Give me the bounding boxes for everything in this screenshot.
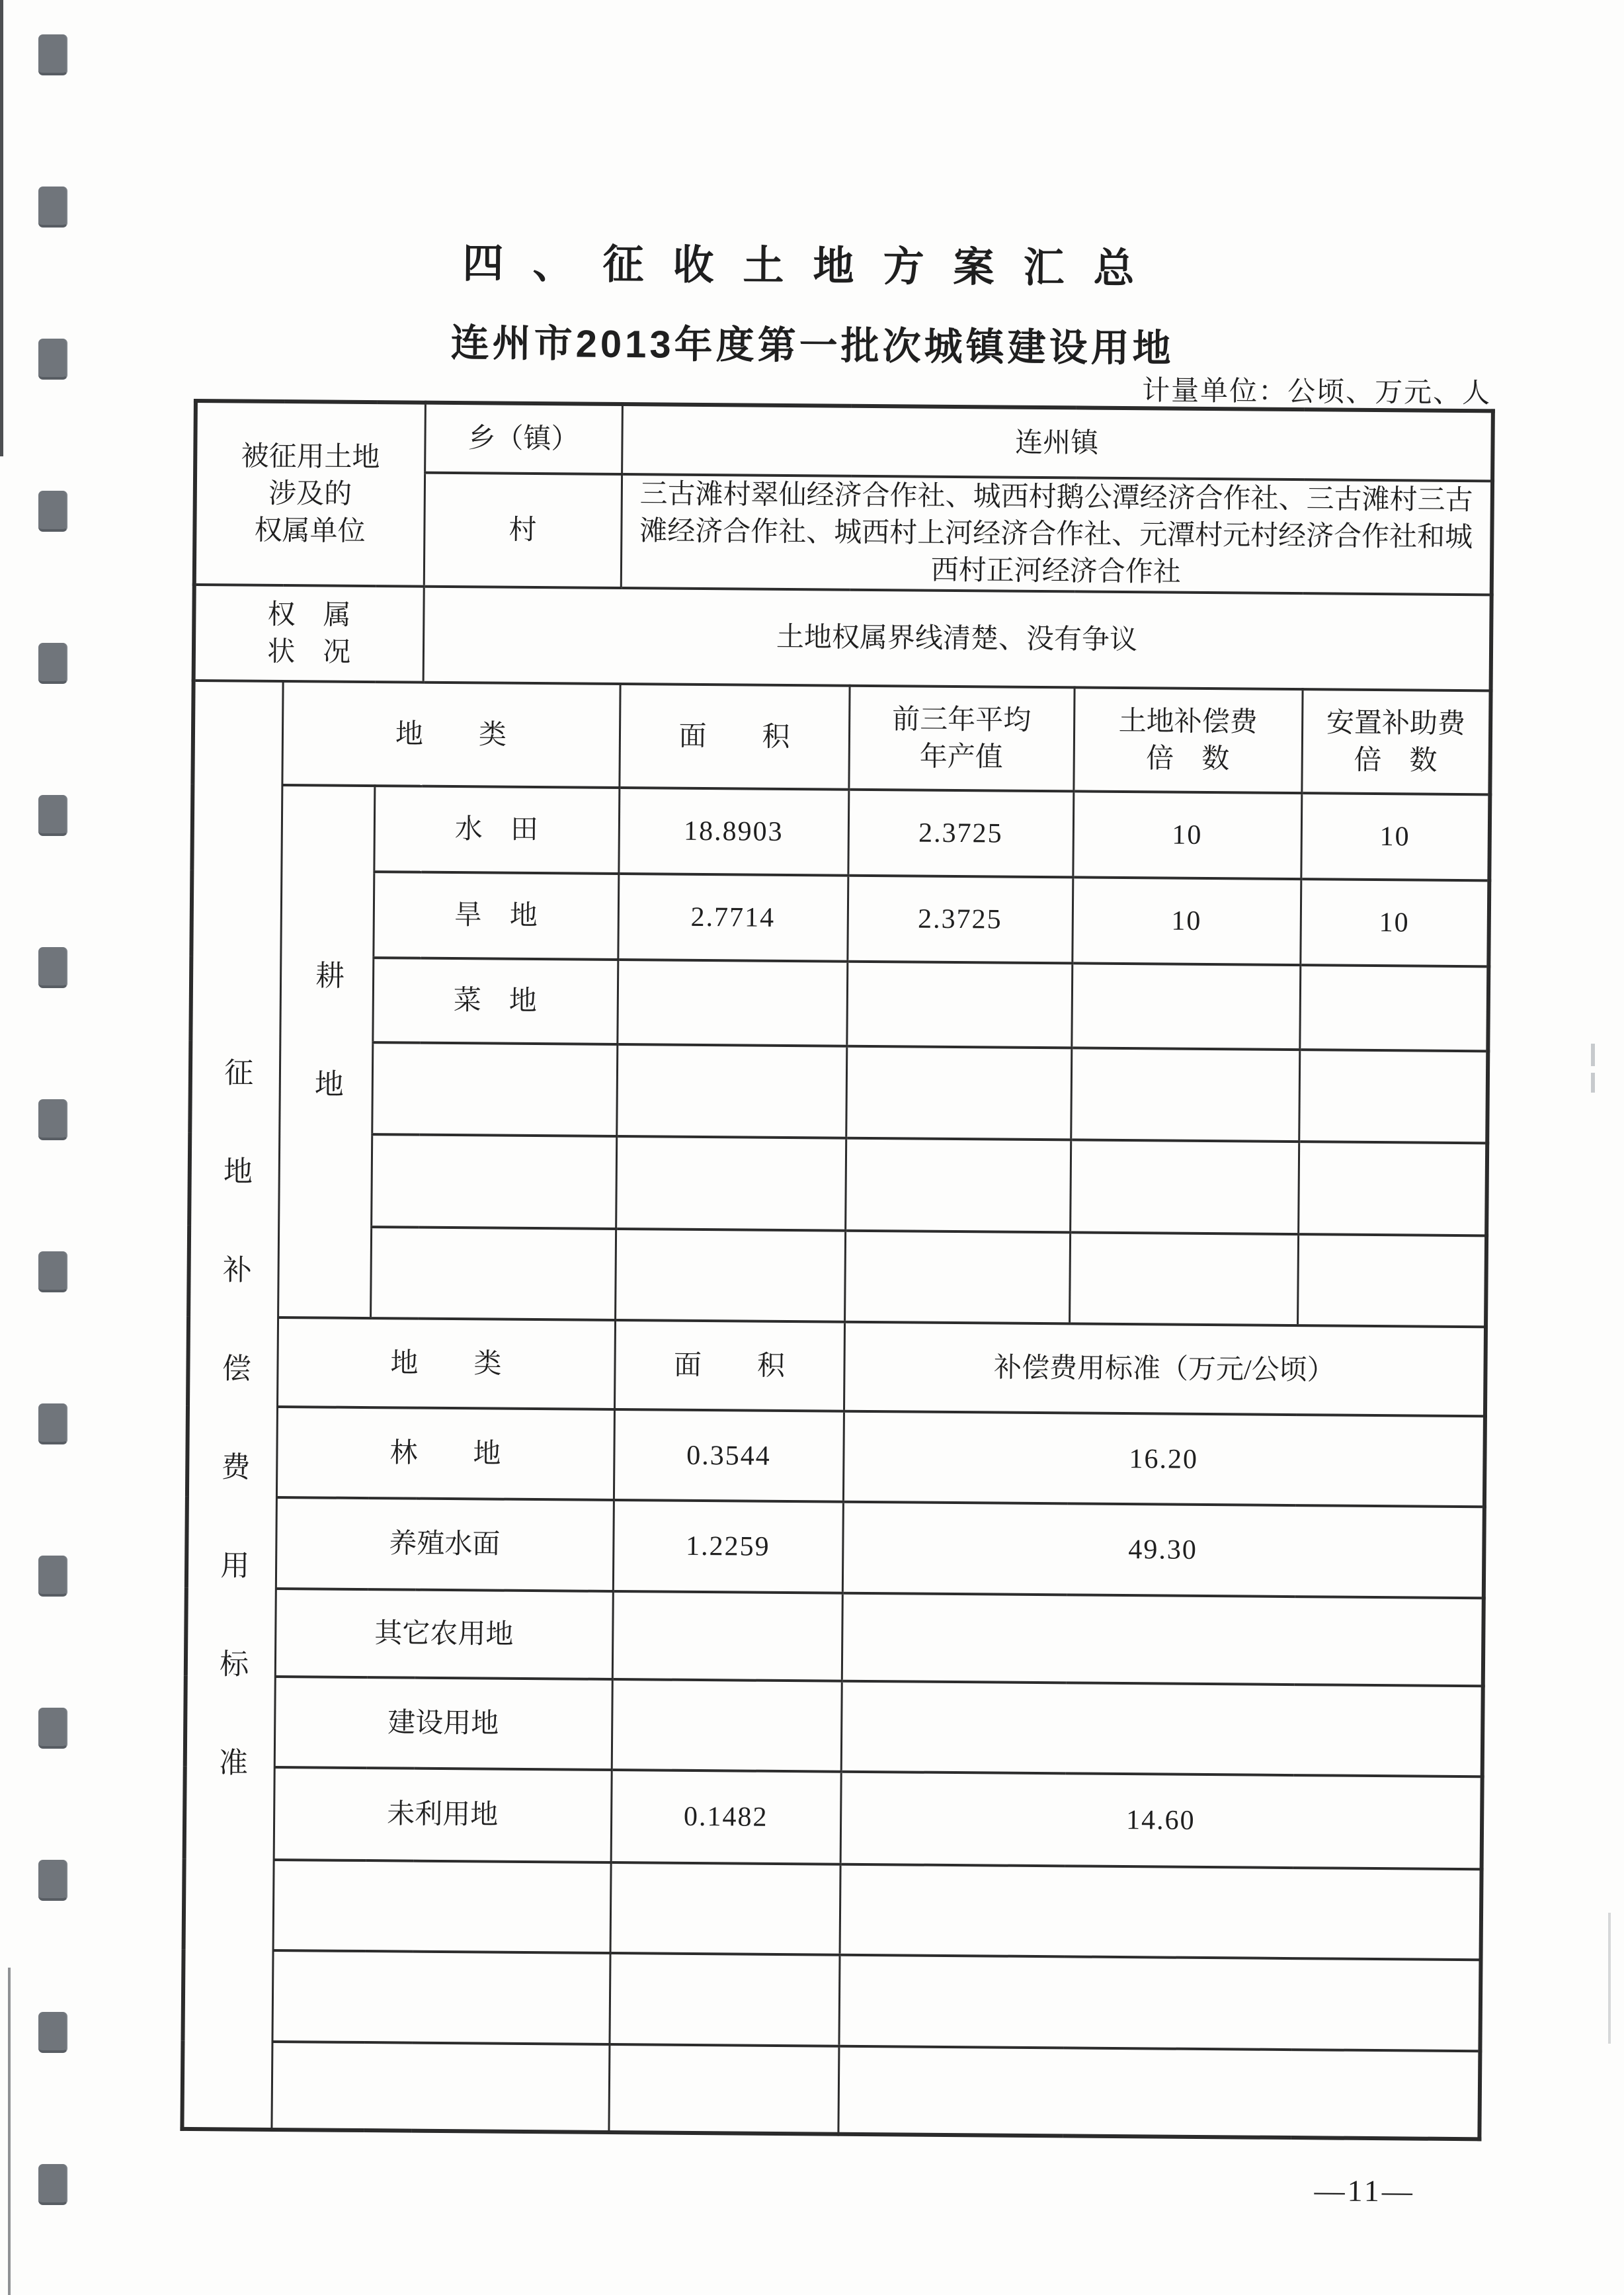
cell-dryland-name: 旱 地 [373, 872, 618, 960]
header-land-type: 地 类 [282, 681, 620, 788]
page-number: —11— [1314, 2173, 1416, 2208]
table-row [192, 681, 1490, 794]
cell-vegetable-resettle-multiple [1299, 965, 1488, 1051]
cell-paddy-resettle-multiple: 10 [1301, 793, 1490, 880]
cell-other-agri-name: 其它农用地 [275, 1589, 613, 1679]
cell-ownership-units-label: 被征用土地 涉及的 权属单位 [194, 401, 425, 587]
cell-paddy-area: 18.8903 [618, 788, 848, 876]
header-avg-annual-output: 前三年平均 年产值 [848, 686, 1074, 792]
empty-cell [844, 1231, 1070, 1324]
cell-aquaculture-standard: 49.30 [842, 1502, 1484, 1599]
cell-aquaculture-name: 养殖水面 [276, 1497, 614, 1591]
table-row [192, 784, 1490, 880]
empty-cell [1299, 1050, 1488, 1143]
empty-cell [846, 1046, 1071, 1140]
compensation-standards-label: 征地补偿费用标准 [214, 1056, 253, 1846]
cell-cultivated-land-vertical-label [278, 785, 374, 1318]
table-row [189, 1133, 1487, 1235]
land-expropriation-summary-table [180, 399, 1495, 2141]
table-row [183, 1950, 1481, 2051]
empty-cell [845, 1138, 1071, 1233]
empty-cell [616, 1044, 846, 1138]
table-row [182, 2041, 1480, 2139]
cell-forest-name: 林 地 [276, 1407, 614, 1500]
cell-forest-standard: 16.20 [843, 1411, 1485, 1507]
table-row [191, 870, 1489, 966]
cell-unused-area: 0.1482 [611, 1770, 841, 1864]
empty-cell [608, 2044, 838, 2134]
cell-village-label: 村 [424, 473, 622, 588]
cell-compensation-standards-vertical-label [182, 681, 282, 2130]
table-row [194, 585, 1492, 690]
cell-dryland-area: 2.7714 [618, 874, 848, 962]
header-compensation-standard: 补偿费用标准（万元/公顷） [844, 1322, 1486, 1417]
cell-dryland-resettle-multiple: 10 [1300, 879, 1489, 966]
page-title: 四、征收土地方案汇总 [462, 241, 1164, 292]
cell-construction-name: 建设用地 [274, 1677, 612, 1770]
cell-construction-area [612, 1679, 842, 1772]
table-row [184, 1859, 1482, 1960]
cell-township-label: 乡（镇） [425, 403, 622, 474]
cell-vegetable-output [846, 962, 1072, 1048]
table-row [186, 1588, 1484, 1686]
page-subtitle: 连州市2013年度第一批次城镇建设用地 [450, 321, 1174, 370]
cell-tenure-status-value: 土地权属界线清楚、没有争议 [423, 587, 1492, 691]
table-row [187, 1406, 1485, 1507]
cultivated-land-label: 耕地 [309, 959, 344, 1177]
table-row [185, 1676, 1483, 1776]
header-area-2: 面 积 [614, 1320, 844, 1411]
empty-cell [1071, 1048, 1299, 1142]
empty-cell [370, 1227, 616, 1320]
cell-dryland-land-multiple: 10 [1072, 877, 1301, 965]
cell-other-agri-area [612, 1591, 842, 1681]
empty-cell [838, 2046, 1480, 2140]
header-land-type-2: 地 类 [277, 1317, 615, 1409]
table-row [190, 956, 1488, 1051]
cell-forest-area: 0.3544 [614, 1409, 844, 1502]
empty-cell [840, 1864, 1482, 1960]
empty-cell [273, 1860, 611, 1953]
empty-cell [838, 1955, 1481, 2052]
cell-vegetable-land-multiple [1071, 963, 1300, 1050]
table-row [190, 1041, 1488, 1143]
empty-cell [610, 1862, 840, 1955]
empty-cell [1069, 1232, 1298, 1325]
cell-construction-standard [841, 1681, 1483, 1777]
empty-cell [615, 1229, 845, 1322]
cell-vegetable-area [617, 960, 847, 1046]
cell-dryland-output: 2.3725 [847, 876, 1073, 964]
cell-unused-standard: 14.60 [840, 1772, 1482, 1870]
table-row [188, 1317, 1486, 1416]
table-row [188, 1226, 1486, 1327]
header-area: 面 积 [619, 684, 849, 790]
empty-cell [616, 1136, 846, 1231]
empty-cell [1297, 1234, 1486, 1327]
empty-cell [371, 1134, 616, 1229]
header-resettlement-subsidy-multiple: 安置补助费 倍 数 [1301, 689, 1490, 794]
empty-cell [271, 2042, 609, 2132]
empty-cell [372, 1042, 617, 1136]
cell-paddy-name: 水 田 [374, 786, 619, 874]
empty-cell [272, 1950, 610, 2044]
cell-other-agri-standard [842, 1593, 1484, 1687]
cell-aquaculture-area: 1.2259 [613, 1500, 843, 1593]
empty-cell [1070, 1140, 1299, 1234]
cell-village-value: 三古滩村翠仙经济合作社、城西村鹅公潭经济合作社、三古滩村三古滩经济合作社、城西村上河经济合作社、元潭村元村经济合作社和城西村正河经济合作社 [621, 474, 1492, 595]
table-row [195, 401, 1493, 481]
cell-unused-name: 未利用地 [274, 1767, 612, 1862]
header-land-compensation-multiple: 土地补偿费 倍 数 [1073, 687, 1302, 793]
table-row [184, 1767, 1482, 1869]
cell-township-value: 连州镇 [622, 404, 1493, 481]
cell-tenure-status-label: 权 属 状 况 [194, 585, 424, 683]
cell-vegetable-name: 菜 地 [372, 958, 618, 1044]
empty-cell [1298, 1142, 1487, 1235]
cell-paddy-land-multiple: 10 [1073, 791, 1301, 879]
measurement-unit-note: 计量单位：公顷、万元、人 [1141, 376, 1492, 409]
table-row [186, 1497, 1484, 1598]
empty-cell [609, 1953, 839, 2046]
cell-paddy-output: 2.3725 [848, 790, 1073, 878]
